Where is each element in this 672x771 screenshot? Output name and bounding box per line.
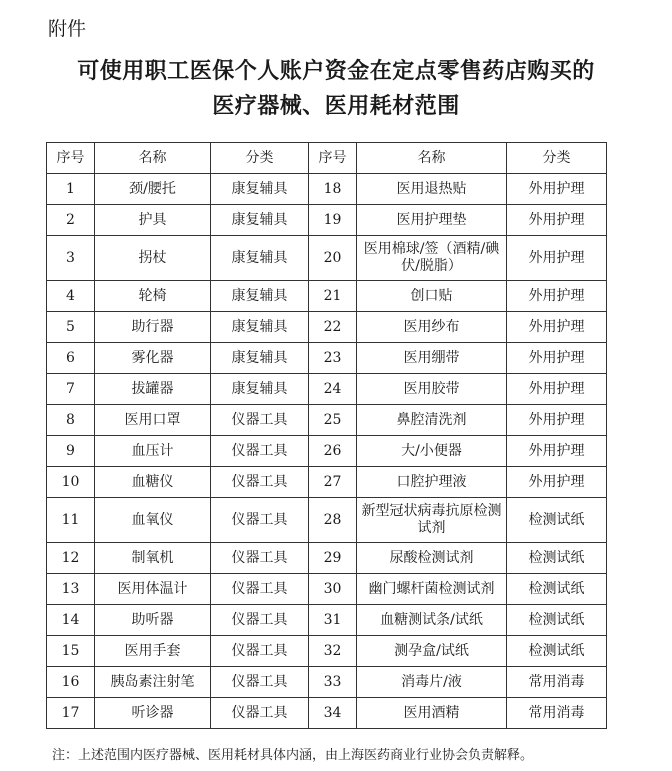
cell-name-left: 胰岛素注射笔 bbox=[95, 667, 211, 698]
cell-index-left: 15 bbox=[47, 636, 95, 667]
cell-index-right: 31 bbox=[309, 605, 357, 636]
cell-index-left: 9 bbox=[47, 436, 95, 467]
cell-category-right: 外用护理 bbox=[507, 174, 607, 205]
cell-category-left: 仪器工具 bbox=[211, 698, 309, 729]
cell-category-left: 仪器工具 bbox=[211, 405, 309, 436]
cell-index-left: 11 bbox=[47, 498, 95, 543]
cell-name-right: 大/小便器 bbox=[357, 436, 507, 467]
cell-category-right: 外用护理 bbox=[507, 312, 607, 343]
table-row bbox=[47, 543, 607, 574]
cell-name-left: 医用手套 bbox=[95, 636, 211, 667]
cell-name-right: 医用酒精 bbox=[357, 698, 507, 729]
table-row bbox=[47, 205, 607, 236]
cell-category-right: 检测试纸 bbox=[507, 605, 607, 636]
table-row bbox=[47, 374, 607, 405]
cell-index-right: 34 bbox=[309, 698, 357, 729]
cell-category-left: 仪器工具 bbox=[211, 667, 309, 698]
cell-name-right: 血糖测试条/试纸 bbox=[357, 605, 507, 636]
cell-index-left: 14 bbox=[47, 605, 95, 636]
table-row bbox=[47, 636, 607, 667]
cell-index-left: 10 bbox=[47, 467, 95, 498]
cell-name-left: 制氧机 bbox=[95, 543, 211, 574]
cell-category-left: 仪器工具 bbox=[211, 498, 309, 543]
cell-category-right: 外用护理 bbox=[507, 281, 607, 312]
cell-category-left: 仪器工具 bbox=[211, 467, 309, 498]
cell-index-left: 4 bbox=[47, 281, 95, 312]
cell-name-left: 拐杖 bbox=[95, 236, 211, 281]
cell-category-right: 检测试纸 bbox=[507, 574, 607, 605]
table-row bbox=[47, 667, 607, 698]
cell-category-left: 仪器工具 bbox=[211, 436, 309, 467]
cell-category-left: 仪器工具 bbox=[211, 605, 309, 636]
cell-name-right: 幽门螺杆菌检测试剂 bbox=[357, 574, 507, 605]
cell-name-left: 颈/腰托 bbox=[95, 174, 211, 205]
table-row bbox=[47, 698, 607, 729]
cell-name-left: 血糖仪 bbox=[95, 467, 211, 498]
cell-category-right: 检测试纸 bbox=[507, 498, 607, 543]
table-row bbox=[47, 436, 607, 467]
cell-name-left: 助行器 bbox=[95, 312, 211, 343]
cell-index-right: 33 bbox=[309, 667, 357, 698]
table-header-row bbox=[47, 143, 607, 174]
cell-name-right: 医用护理垫 bbox=[357, 205, 507, 236]
cell-category-left: 仪器工具 bbox=[211, 636, 309, 667]
table-row bbox=[47, 343, 607, 374]
cell-name-left: 血氧仪 bbox=[95, 498, 211, 543]
cell-index-left: 2 bbox=[47, 205, 95, 236]
cell-index-left: 13 bbox=[47, 574, 95, 605]
cell-category-right: 检测试纸 bbox=[507, 636, 607, 667]
table-body bbox=[47, 174, 607, 729]
table-row bbox=[47, 498, 607, 543]
document-title-line-2: 医疗器械、医用耗材范围 bbox=[212, 93, 460, 119]
cell-index-right: 25 bbox=[309, 405, 357, 436]
cell-category-left: 康复辅具 bbox=[211, 236, 309, 281]
cell-index-left: 3 bbox=[47, 236, 95, 281]
cell-name-left: 雾化器 bbox=[95, 343, 211, 374]
cell-index-left: 16 bbox=[47, 667, 95, 698]
cell-category-right: 外用护理 bbox=[507, 467, 607, 498]
header-index-right: 序号 bbox=[309, 143, 357, 174]
cell-name-right: 创口贴 bbox=[357, 281, 507, 312]
cell-category-right: 外用护理 bbox=[507, 236, 607, 281]
cell-name-left: 拔罐器 bbox=[95, 374, 211, 405]
cell-category-left: 康复辅具 bbox=[211, 343, 309, 374]
device-scope-table bbox=[46, 142, 607, 729]
cell-index-right: 23 bbox=[309, 343, 357, 374]
cell-category-left: 康复辅具 bbox=[211, 374, 309, 405]
cell-category-right: 外用护理 bbox=[507, 405, 607, 436]
cell-index-right: 20 bbox=[309, 236, 357, 281]
cell-name-left: 医用口罩 bbox=[95, 405, 211, 436]
header-category-right: 分类 bbox=[507, 143, 607, 174]
cell-index-right: 18 bbox=[309, 174, 357, 205]
cell-name-right: 医用退热贴 bbox=[357, 174, 507, 205]
cell-index-right: 19 bbox=[309, 205, 357, 236]
cell-index-right: 26 bbox=[309, 436, 357, 467]
cell-category-left: 仪器工具 bbox=[211, 543, 309, 574]
cell-index-right: 21 bbox=[309, 281, 357, 312]
cell-category-left: 康复辅具 bbox=[211, 281, 309, 312]
cell-index-left: 12 bbox=[47, 543, 95, 574]
cell-index-right: 29 bbox=[309, 543, 357, 574]
cell-name-right: 尿酸检测试剂 bbox=[357, 543, 507, 574]
cell-category-right: 常用消毒 bbox=[507, 667, 607, 698]
cell-name-left: 血压计 bbox=[95, 436, 211, 467]
cell-name-left: 护具 bbox=[95, 205, 211, 236]
table-row bbox=[47, 467, 607, 498]
table-row bbox=[47, 281, 607, 312]
table-row bbox=[47, 174, 607, 205]
cell-index-right: 30 bbox=[309, 574, 357, 605]
cell-index-left: 5 bbox=[47, 312, 95, 343]
cell-name-right: 医用胶带 bbox=[357, 374, 507, 405]
cell-name-left: 医用体温计 bbox=[95, 574, 211, 605]
table-row bbox=[47, 574, 607, 605]
table-row bbox=[47, 405, 607, 436]
cell-name-right: 口腔护理液 bbox=[357, 467, 507, 498]
table-row bbox=[47, 605, 607, 636]
cell-category-right: 外用护理 bbox=[507, 205, 607, 236]
document-title-line-1: 可使用职工医保个人账户资金在定点零售药店购买的 bbox=[77, 58, 595, 84]
cell-index-right: 22 bbox=[309, 312, 357, 343]
cell-index-right: 27 bbox=[309, 467, 357, 498]
attachment-label: 附件 bbox=[48, 18, 87, 40]
table-row bbox=[47, 312, 607, 343]
cell-name-left: 轮椅 bbox=[95, 281, 211, 312]
footnote: 注：上述范围内医疗器械、医用耗材具体内涵，由上海医药商业行业协会负责解释。 bbox=[52, 748, 534, 763]
cell-name-right: 鼻腔清洗剂 bbox=[357, 405, 507, 436]
cell-category-right: 常用消毒 bbox=[507, 698, 607, 729]
cell-name-right: 消毒片/液 bbox=[357, 667, 507, 698]
cell-name-left: 听诊器 bbox=[95, 698, 211, 729]
cell-category-right: 外用护理 bbox=[507, 374, 607, 405]
cell-name-right: 医用棉球/签（酒精/碘伏/脱脂） bbox=[357, 236, 507, 281]
cell-name-right: 医用绷带 bbox=[357, 343, 507, 374]
cell-name-right: 测孕盒/试纸 bbox=[357, 636, 507, 667]
header-name-left: 名称 bbox=[95, 143, 211, 174]
cell-name-left: 助听器 bbox=[95, 605, 211, 636]
cell-index-right: 24 bbox=[309, 374, 357, 405]
cell-name-right: 医用纱布 bbox=[357, 312, 507, 343]
cell-index-left: 7 bbox=[47, 374, 95, 405]
cell-category-right: 检测试纸 bbox=[507, 543, 607, 574]
cell-category-left: 仪器工具 bbox=[211, 574, 309, 605]
cell-index-right: 28 bbox=[309, 498, 357, 543]
cell-index-left: 1 bbox=[47, 174, 95, 205]
cell-index-left: 6 bbox=[47, 343, 95, 374]
cell-category-right: 外用护理 bbox=[507, 343, 607, 374]
table-row bbox=[47, 236, 607, 281]
cell-index-left: 8 bbox=[47, 405, 95, 436]
cell-category-left: 康复辅具 bbox=[211, 205, 309, 236]
header-name-right: 名称 bbox=[357, 143, 507, 174]
header-index-left: 序号 bbox=[47, 143, 95, 174]
cell-name-right: 新型冠状病毒抗原检测试剂 bbox=[357, 498, 507, 543]
cell-category-right: 外用护理 bbox=[507, 436, 607, 467]
cell-index-right: 32 bbox=[309, 636, 357, 667]
cell-category-left: 康复辅具 bbox=[211, 312, 309, 343]
cell-index-left: 17 bbox=[47, 698, 95, 729]
header-category-left: 分类 bbox=[211, 143, 309, 174]
cell-category-left: 康复辅具 bbox=[211, 174, 309, 205]
